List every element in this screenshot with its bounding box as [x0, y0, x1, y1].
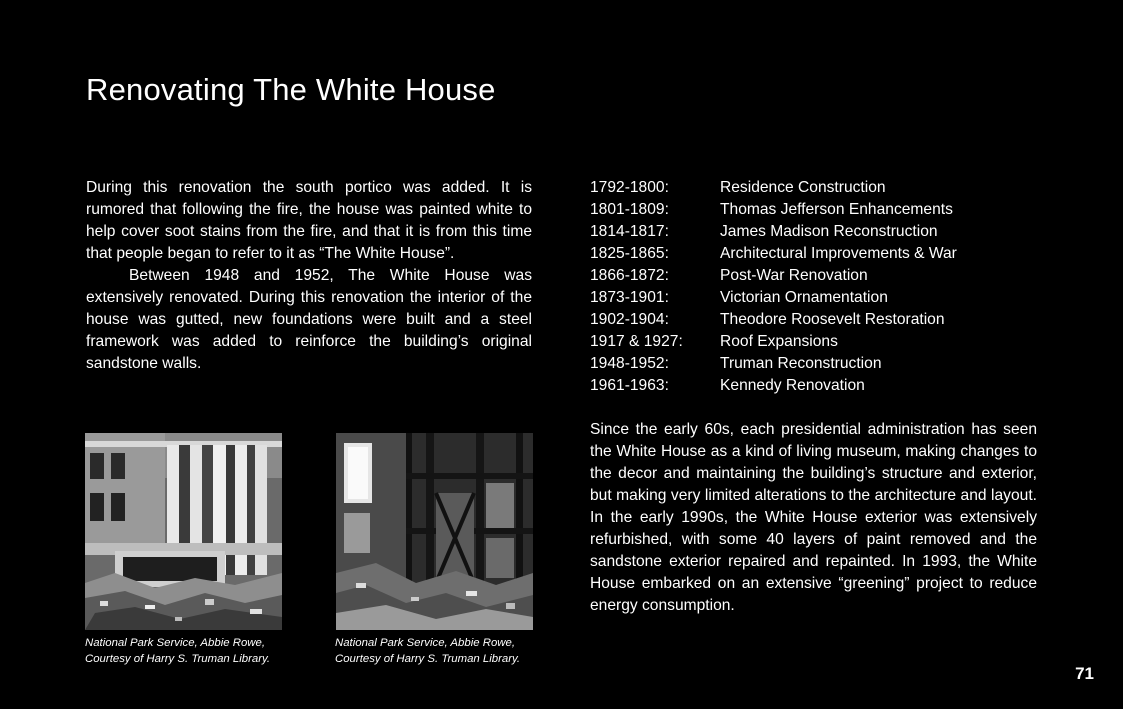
gutted-interior-photo	[336, 433, 533, 630]
paragraph-truman-renovation: Between 1948 and 1952, The White House was extensively renovated. During this renovation the interior of the house was gutted, new foundations were built and a steel framework was added to reinforce the building’s original sandstone walls.	[86, 267, 532, 372]
timeline-event: Post-War Renovation	[720, 267, 868, 284]
timeline-event: Thomas Jefferson Enhancements	[720, 201, 953, 218]
timeline-row	[590, 177, 1040, 199]
living-museum-text: Since the early 60s, each presidential administration has seen the White House as a kind of living museum, making changes to the decor and maintaining the building’s structure and exterior, but making very limited alterations to the architecture and layout. In the early 1990s, the White House exterior was extensively refurbished, with some 40 layers of paint removed and the sandstone exterior repaired and repainted. In 1993, the White House embarked on an extensive “greening” project to reduce energy consumption.	[590, 421, 1037, 614]
timeline-years: 1902-1904:	[590, 311, 669, 328]
photo-caption: National Park Service, Abbie Rowe, Courtesy of Harry S. Truman Library.	[85, 637, 271, 665]
timeline-years: 1873-1901:	[590, 289, 669, 306]
timeline-event: Residence Construction	[720, 179, 886, 196]
timeline-event: Architectural Improvements & War	[720, 245, 957, 262]
timeline-years: 1801-1809:	[590, 201, 669, 218]
timeline-row	[590, 243, 1040, 265]
timeline-years: 1866-1872:	[590, 267, 669, 284]
timeline-row	[590, 331, 1040, 353]
renovation-timeline	[590, 177, 1040, 397]
timeline-row	[590, 265, 1040, 287]
south-portico-renovation-photo	[85, 433, 282, 630]
page-number: 71	[1075, 664, 1094, 683]
timeline-event: Theodore Roosevelt Restoration	[720, 311, 945, 328]
timeline-row	[590, 221, 1040, 243]
timeline-event: Kennedy Renovation	[720, 377, 865, 394]
timeline-years: 1961-1963:	[590, 377, 669, 394]
timeline-event: James Madison Reconstruction	[720, 223, 938, 240]
timeline-event: Roof Expansions	[720, 333, 838, 350]
timeline-years: 1948-1952:	[590, 355, 669, 372]
timeline-years: 1792-1800:	[590, 179, 669, 196]
timeline-row	[590, 353, 1040, 375]
photo-caption: National Park Service, Abbie Rowe, Courtesy of Harry S. Truman Library.	[335, 637, 521, 665]
timeline-event: Truman Reconstruction	[720, 355, 882, 372]
timeline-years: 1814-1817:	[590, 223, 669, 240]
timeline-row	[590, 287, 1040, 309]
timeline-years: 1825-1865:	[590, 245, 669, 262]
paragraph-fire: During this renovation the south portico was added. It is rumored that following the fire, the house was painted white to help cover soot stains from the fire, and that it is from this time that people began to refer to it as “The White House”.	[86, 179, 532, 262]
timeline-years: 1917 & 1927:	[590, 333, 683, 350]
timeline-event: Victorian Ornamentation	[720, 289, 888, 306]
timeline-row	[590, 309, 1040, 331]
timeline-row	[590, 375, 1040, 397]
page-title: Renovating The White House	[86, 72, 496, 107]
timeline-row	[590, 199, 1040, 221]
renovation-text	[86, 177, 532, 375]
